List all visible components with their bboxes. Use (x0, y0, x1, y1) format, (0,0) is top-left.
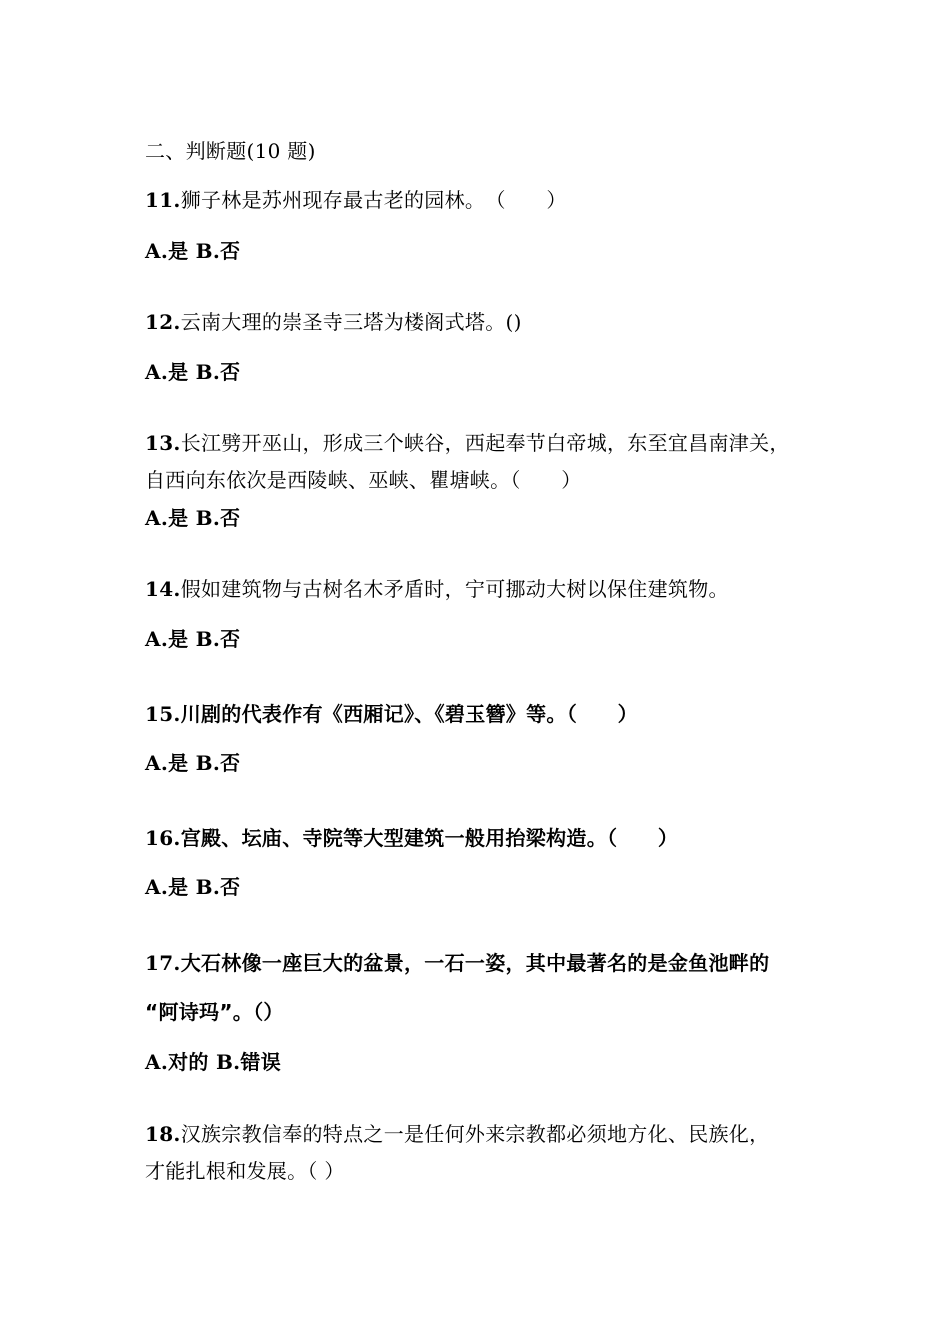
question-text: 川剧的代表作有《西厢记》、《碧玉簪》等。（ ） (180, 702, 638, 726)
question-text: 长江劈开巫山，形成三个峡谷，西起奉节白帝城，东至宜昌南津关， (180, 431, 790, 455)
question-17-options: A.对的 B.错误 (145, 1050, 282, 1074)
question-14-options: A.是 B.否 (145, 627, 241, 651)
question-13-text-line-2: 自西向东依次是西陵峡、巫峡、瞿塘峡。（ ） (145, 468, 582, 492)
question-text: 汉族宗教信奉的特点之一是任何外来宗教都必须地方化、民族化， (180, 1122, 770, 1146)
question-17-text-line-2: “阿诗玛”。（） (145, 1000, 284, 1024)
question-number: 18. (145, 1122, 181, 1146)
question-text: 狮子林是苏州现存最古老的园林。 （ ） (180, 188, 567, 212)
question-text: 云南大理的崇圣寺三塔为楼阁式塔。() (180, 310, 522, 334)
question-18 (145, 1120, 769, 1148)
question-text: 大石林像一座巨大的盆景，一石一姿，其中最著名的是金鱼池畔的 (180, 951, 770, 975)
question-15-options: A.是 B.否 (145, 751, 241, 775)
question-number: 13. (145, 431, 181, 455)
question-13 (145, 429, 790, 457)
question-text: 宫殿、坛庙、寺院等大型建筑一般用抬梁构造。（ ） (180, 826, 679, 850)
question-17 (145, 949, 769, 977)
question-number: 11. (145, 188, 181, 212)
question-16-options: A.是 B.否 (145, 875, 241, 899)
question-13-options: A.是 B.否 (145, 506, 241, 530)
question-number: 17. (145, 951, 181, 975)
question-number: 14. (145, 577, 181, 601)
question-text: 假如建筑物与古树名木矛盾时，宁可挪动大树以保住建筑物。 (180, 577, 729, 601)
question-number: 12. (145, 310, 181, 334)
question-14 (145, 575, 729, 603)
section-title: 二、判断题(10 题) (145, 139, 316, 163)
question-18-text-line-2: 才能扎根和发展。（ ） (145, 1159, 345, 1183)
question-11 (145, 186, 567, 214)
question-11-options: A.是 B.否 (145, 239, 241, 263)
question-15 (145, 700, 638, 728)
question-number: 16. (145, 826, 181, 850)
question-16 (145, 824, 678, 852)
question-12 (145, 308, 522, 336)
question-number: 15. (145, 702, 181, 726)
question-12-options: A.是 B.否 (145, 360, 241, 384)
